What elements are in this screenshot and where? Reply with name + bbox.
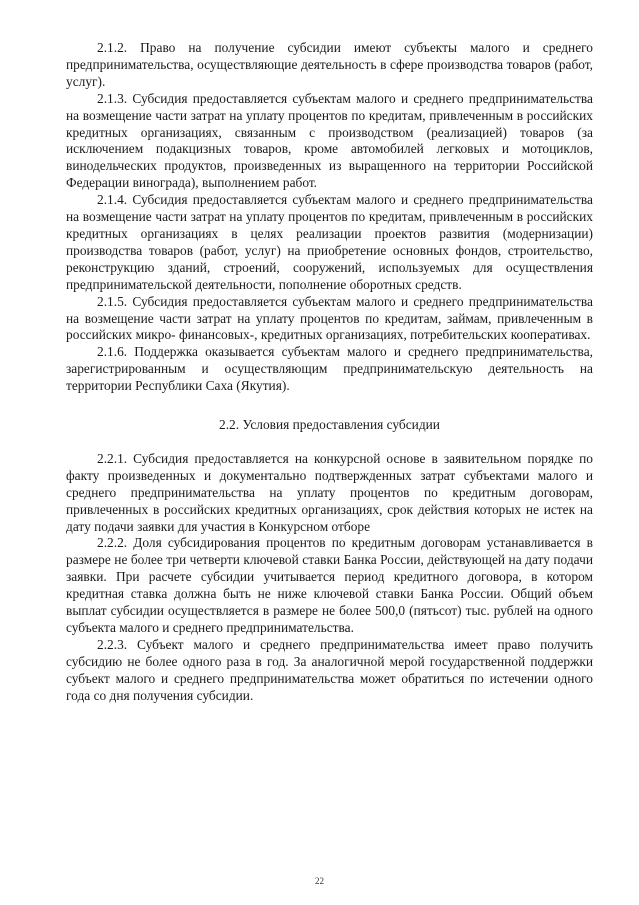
paragraph-2-2-2: 2.2.2. Доля субсидирования процентов по кредитным договорам устанавливается в размере не более три четверти ключевой ставки Банка России, действующей на дату подачи заявки. При расчете субсидии учитывается период кредитного договора, в котором кредитная ставка должна быть не ниже ключевой ставки Банка России. Общий объем выплат субсидии осуществляется в размере не более 500,0 (пятьсот) тыс. рублей на одного субъекта малого и среднего предпринимательства.	[66, 535, 593, 635]
paragraph-2-1-3: 2.1.3. Субсидия предоставляется субъектам малого и среднего предпринимательства на возмещение части затрат на уплату процентов по кредитам, привлеченным в российских кредитных организациях, связанным с производством (реализацией) товаров (за исключением подакцизных товаров, кроме автомобилей легковых и мотоциклов, винодельческих продуктов, произведенных из выращенного на территории Российской Федерации винограда), выполнением работ.	[66, 90, 593, 191]
paragraph-2-2-3: 2.2.3. Субъект малого и среднего предпринимательства имеет право получить субсидию не более одного раза в год. За аналогичной мерой государственной поддержки субъект малого и среднего предпринимательства может обратиться по истечении одного года со дня получения субсидии.	[66, 636, 593, 703]
paragraph-2-2-1: 2.2.1. Субсидия предоставляется на конкурсной основе в заявительном порядке по факту произведенных и документально подтвержденных затрат субъектами малого и среднего предпринимательства на уплату процентов по кредитным договорам, привлеченных в российских кредитных организациях, срок действия которых не истек на дату подачи заявки для участия в Конкурсном отборе	[66, 450, 593, 534]
paragraph-2-1-4: 2.1.4. Субсидия предоставляется субъектам малого и среднего предпринимательства на возмещение части затрат на уплату процентов по кредитам, привлеченным в российских кредитных организациях в целях реализации проектов развития (модернизации) производства товаров (работ, услуг) на приобретение основных фондов, строительство, реконструкцию зданий, строений, сооружений, используемых для осуществления предпринимательской деятельности, пополнение оборотных средств.	[66, 192, 593, 292]
paragraph-2-1-6: 2.1.6. Поддержка оказывается субъектам малого и среднего предпринимательства, зарегистрированным и осуществляющим предпринимательскую деятельность на территории Республики Саха (Якутия).	[66, 344, 593, 394]
page-number: 22	[315, 876, 324, 886]
paragraph-2-1-5: 2.1.5. Субсидия предоставляется субъектам малого и среднего предпринимательства на возмещение части затрат на уплату процентов по кредитам, займам, привлеченным в российских микро- финансовых-, кредитных организациях, потребительских кооперативах.	[66, 293, 593, 343]
paragraph-2-1-2: 2.1.2. Право на получение субсидии имеют субъекты малого и среднего предпринимательства, осуществляющие деятельность в сфере производства товаров (работ, услуг).	[66, 40, 593, 89]
section-heading: 2.2. Условия предоставления субсидии	[219, 417, 440, 433]
document-body	[66, 40, 593, 705]
